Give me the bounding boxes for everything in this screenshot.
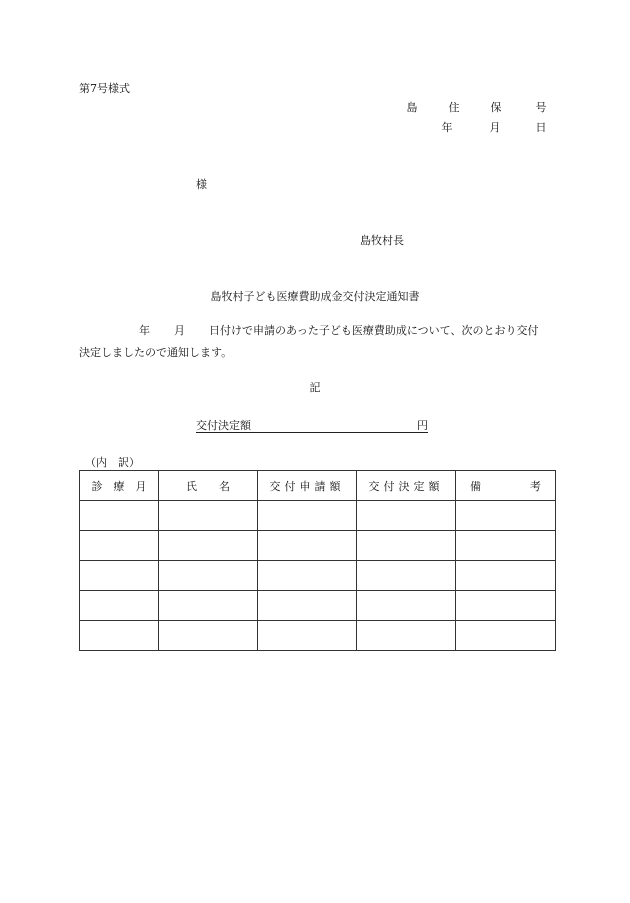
- addressee-honorific: 様: [196, 178, 207, 191]
- table-header-row: [80, 471, 556, 501]
- doc-number-jyu: 住: [448, 101, 460, 114]
- table-cell[interactable]: [258, 591, 357, 621]
- table-row: [80, 591, 556, 621]
- doc-number-island: 島: [406, 101, 418, 114]
- table-cell[interactable]: [357, 531, 456, 561]
- table-cell[interactable]: [159, 591, 258, 621]
- breakdown-label: （内 訳）: [85, 456, 140, 469]
- sender-mayor: 島牧村長: [360, 234, 404, 247]
- header-requested-amount: 交付申請額: [258, 471, 357, 501]
- table-cell[interactable]: [159, 561, 258, 591]
- table-row: [80, 561, 556, 591]
- table-cell[interactable]: [357, 501, 456, 531]
- table-cell[interactable]: [456, 561, 556, 591]
- table-row: [80, 501, 556, 531]
- table-cell[interactable]: [80, 561, 159, 591]
- body-paragraph: [79, 320, 549, 364]
- form-number: 第7号様式: [79, 82, 130, 95]
- table-cell[interactable]: [80, 621, 159, 651]
- header-remarks-1: 備: [470, 479, 481, 493]
- table-cell[interactable]: [258, 501, 357, 531]
- amount-line: [196, 417, 428, 433]
- table-cell[interactable]: [456, 621, 556, 651]
- date-day: 日: [535, 121, 547, 134]
- table-cell[interactable]: [258, 561, 357, 591]
- amount-unit: 円: [417, 419, 428, 432]
- doc-number-go: 号: [535, 101, 547, 114]
- table-cell[interactable]: [159, 531, 258, 561]
- header-remarks: [456, 471, 556, 501]
- table-row: [80, 531, 556, 561]
- table-cell[interactable]: [456, 591, 556, 621]
- amount-label: 交付決定額: [196, 419, 251, 432]
- table-cell[interactable]: [80, 531, 159, 561]
- table-cell[interactable]: [159, 621, 258, 651]
- ki-heading: 記: [309, 381, 321, 394]
- table-cell[interactable]: [258, 531, 357, 561]
- breakdown-table: [79, 470, 556, 651]
- table-cell[interactable]: [456, 501, 556, 531]
- table-cell[interactable]: [456, 531, 556, 561]
- document-title: 島牧村子ども医療費助成金交付決定通知書: [210, 290, 420, 303]
- body-year: 年: [139, 324, 150, 337]
- header-treatment-month: 診 療 月: [80, 471, 159, 501]
- table-cell[interactable]: [258, 621, 357, 651]
- date-year: 年: [441, 121, 453, 134]
- header-name: 氏 名: [159, 471, 258, 501]
- header-decided-amount: 交付決定額: [357, 471, 456, 501]
- doc-number-ho: 保: [490, 101, 502, 114]
- date-month: 月: [489, 121, 501, 134]
- table-cell[interactable]: [357, 591, 456, 621]
- body-month: 月: [174, 324, 185, 337]
- table-cell[interactable]: [80, 591, 159, 621]
- table-cell[interactable]: [357, 621, 456, 651]
- table-row: [80, 621, 556, 651]
- table-cell[interactable]: [80, 501, 159, 531]
- header-remarks-2: 考: [530, 479, 541, 493]
- body-text: 日付けで申請のあった子ども医療費助成について、次のとおり交付決定しましたので通知します。: [79, 324, 539, 359]
- table-cell[interactable]: [159, 501, 258, 531]
- table-cell[interactable]: [357, 561, 456, 591]
